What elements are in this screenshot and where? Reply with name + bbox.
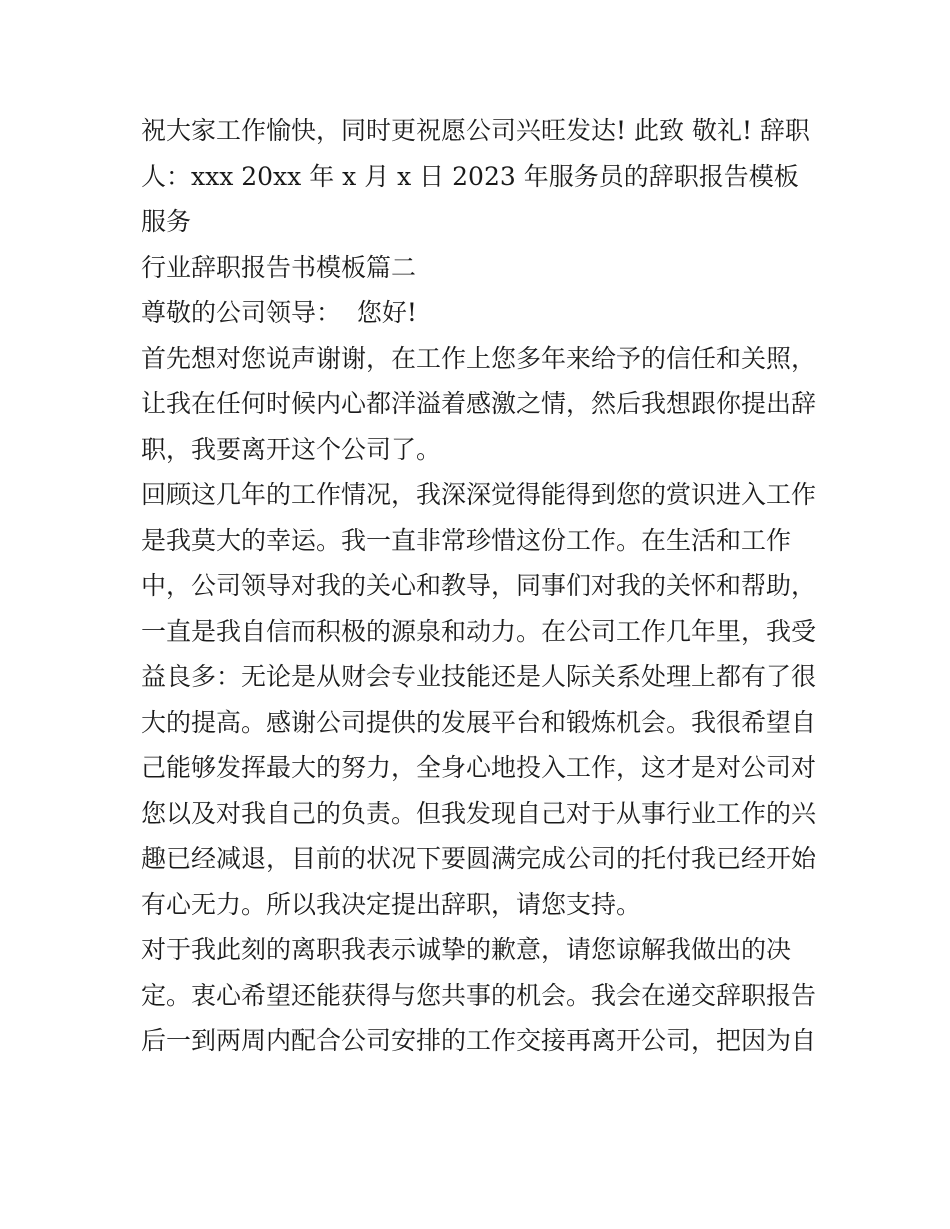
paragraph-review [141, 472, 821, 927]
text-line: 有心无力。所以我决定提出辞职，请您支持。 [141, 889, 642, 919]
text-line: 一直是我自信而积极的源泉和动力。在公司工作几年里，我受 [141, 616, 817, 646]
paragraph-salutation [141, 290, 821, 336]
text-line: 是我莫大的幸运。我一直非常珍惜这份工作。在生活和工作 [141, 525, 792, 555]
text-line: 尊敬的公司领导： 您好! [141, 298, 417, 327]
text-line: 职，我要离开这个公司了。 [141, 434, 442, 464]
text-line: 定。衷心希望还能获得与您共事的机会。我会在递交辞职报告 [141, 980, 817, 1010]
paragraph-apology [141, 927, 821, 1064]
text-line: 首先想对您说声谢谢，在工作上您多年来给予的信任和关照， [141, 343, 817, 373]
text-line: 行业辞职报告书模板篇二 [141, 252, 417, 282]
text-line: 对于我此刻的离职我表示诚挚的歉意，请您谅解我做出的决 [141, 935, 792, 964]
text-line: 后一到两周内配合公司安排的工作交接再离开公司，把因为自 [141, 1026, 817, 1055]
text-line: 中，公司领导对我的关心和教导，同事们对我的关怀和帮助， [141, 571, 817, 600]
text-line: 趣已经减退，目前的状况下要圆满完成公司的托付我已经开始 [141, 844, 817, 873]
paragraph-closing [141, 108, 821, 290]
document-body [141, 108, 821, 1064]
text-line: 益良多：无论是从财会专业技能还是人际关系处理上都有了很 [141, 662, 817, 691]
text-line: 回顾这几年的工作情况，我深深觉得能得到您的赏识进入工作 [141, 480, 817, 509]
text-line: 您以及对我自己的负责。但我发现自己对于从事行业工作的兴 [141, 798, 817, 828]
paragraph-thanks [141, 336, 821, 473]
text-line: 人：xxx 20xx 年 x 月 x 日 2023 年服务员的辞职报告模板 服务 [141, 161, 807, 236]
text-line: 己能够发挥最大的努力，全身心地投入工作，这才是对公司对 [141, 753, 817, 782]
text-line: 大的提高。感谢公司提供的发展平台和锻炼机会。我很希望自 [141, 707, 817, 737]
text-line: 让我在任何时候内心都洋溢着感激之情，然后我想跟你提出辞 [141, 389, 817, 418]
text-line: 祝大家工作愉快，同时更祝愿公司兴旺发达! 此致 敬礼! 辞职 [141, 116, 810, 145]
